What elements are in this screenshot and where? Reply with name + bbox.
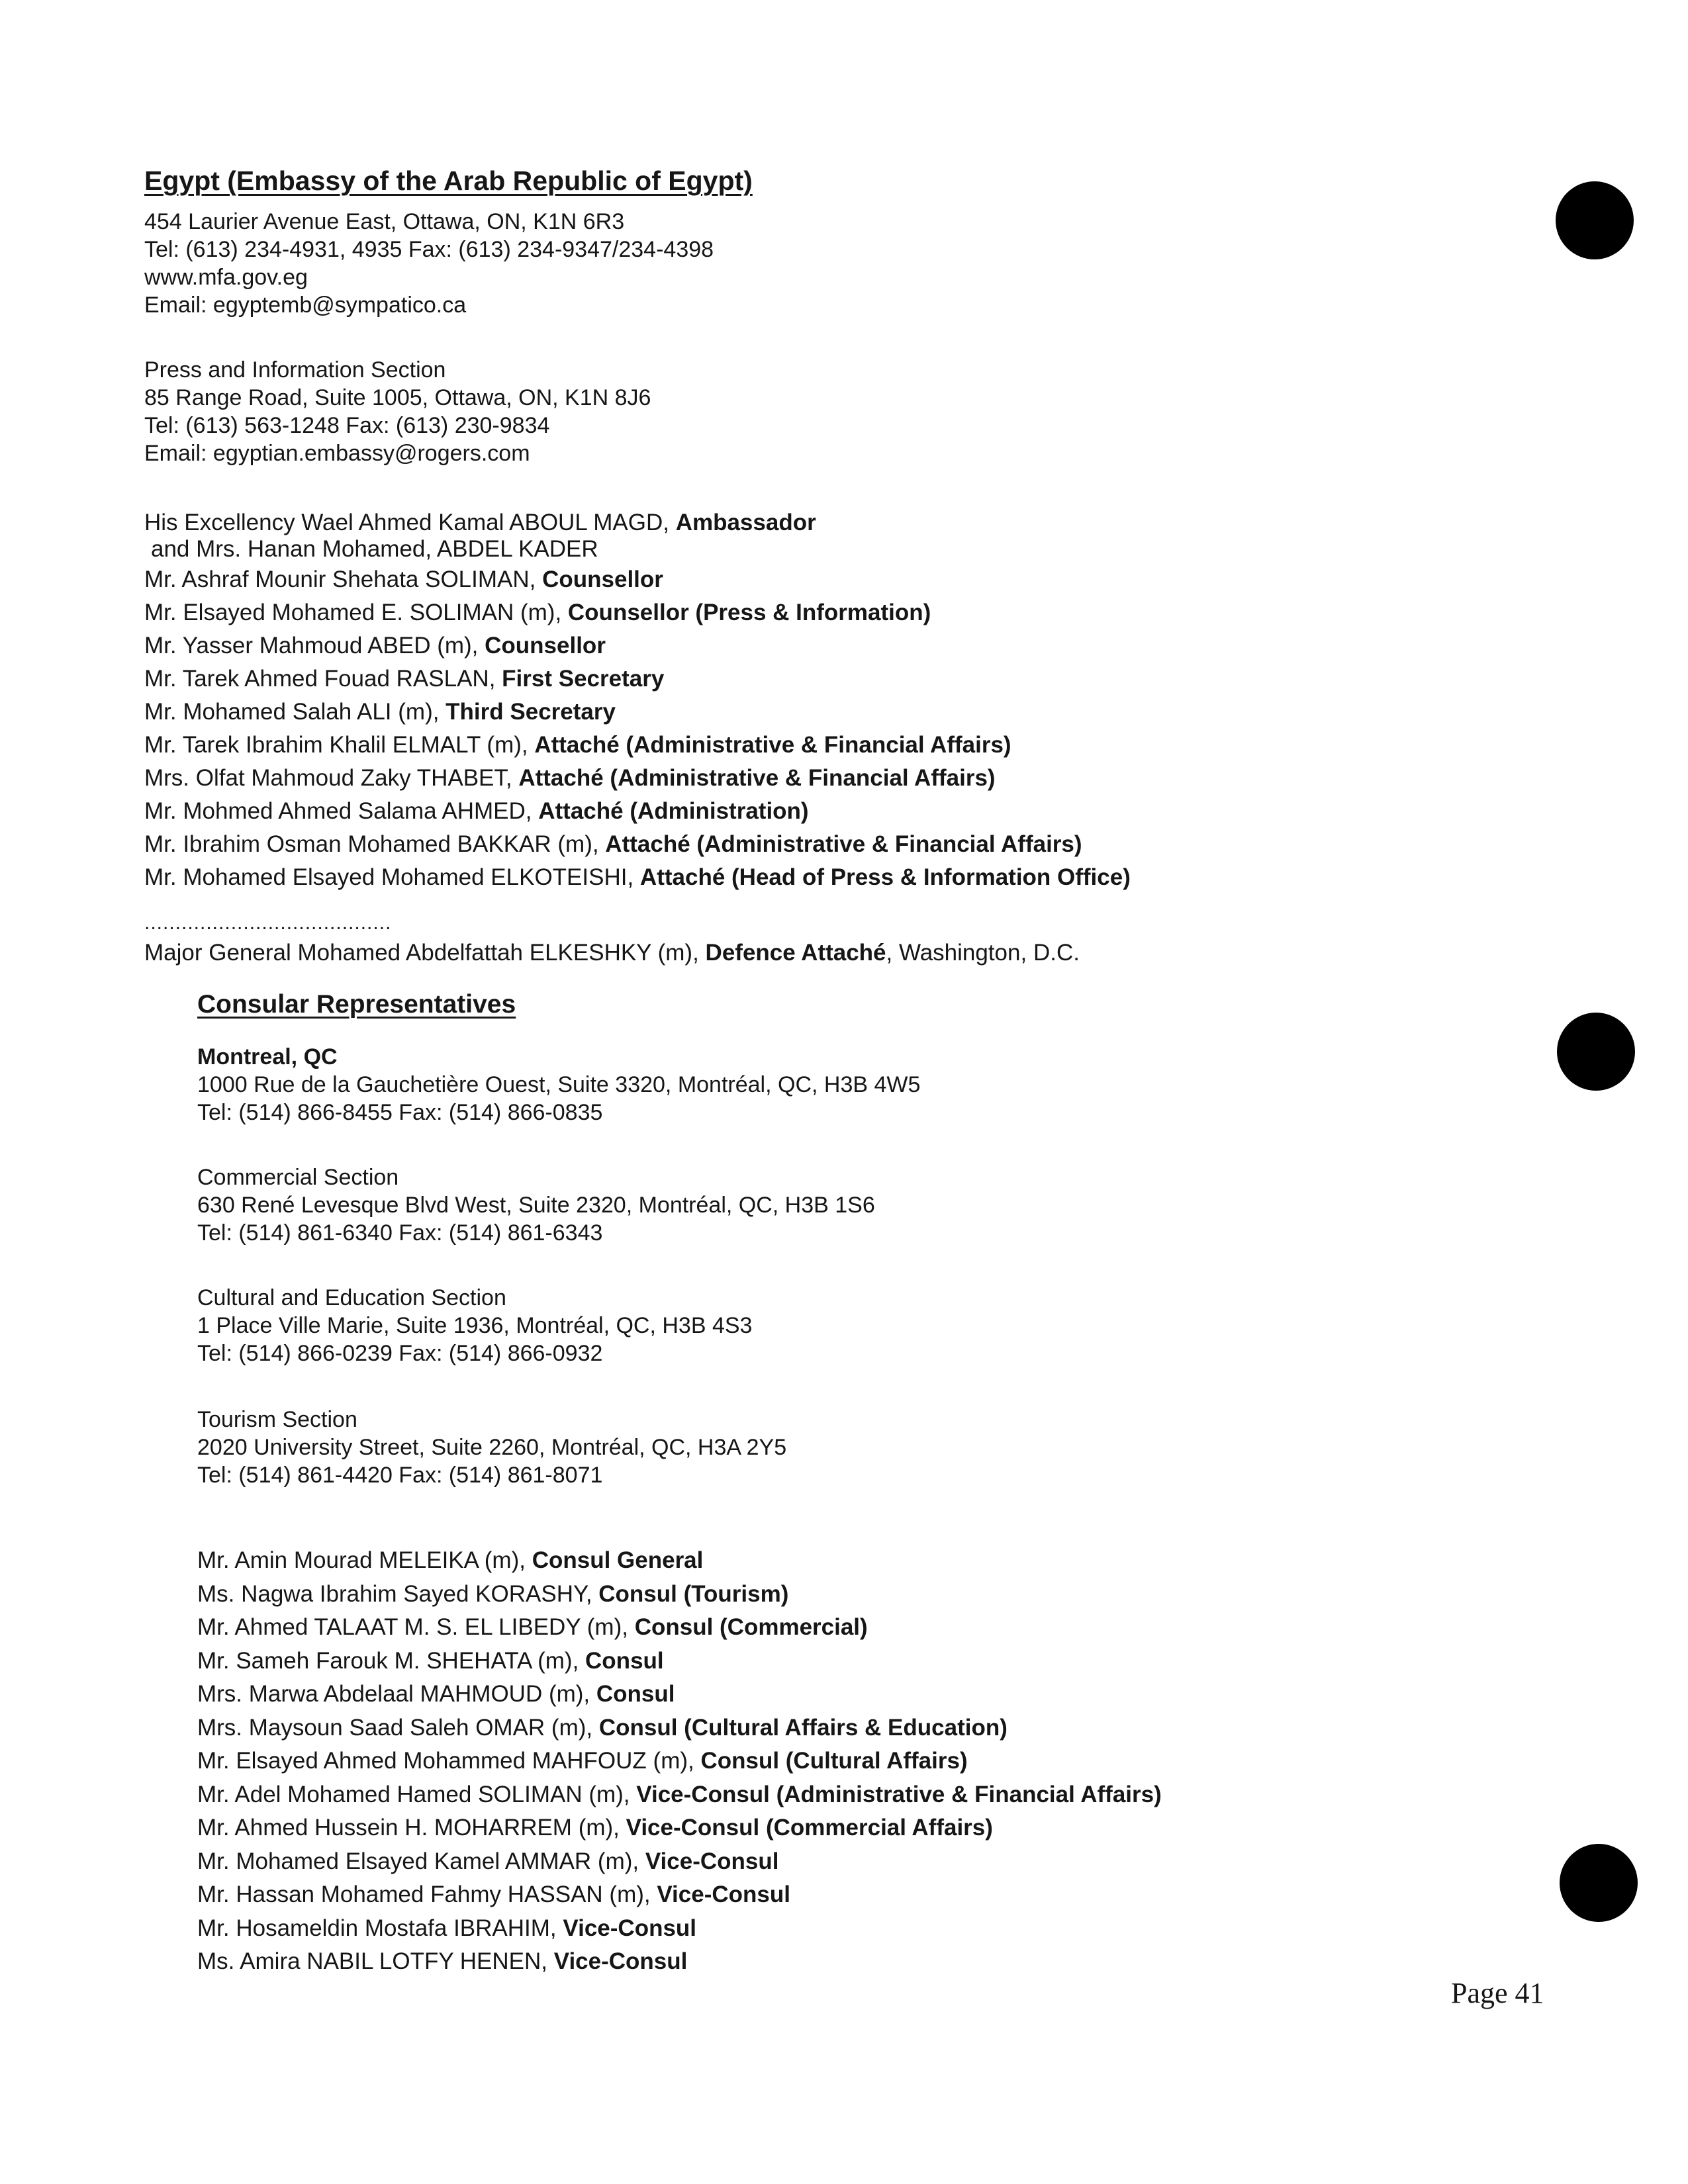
- staff-name: Mr. Mohamed Elsayed Mohamed ELKOTEISHI,: [144, 864, 640, 890]
- consul-row: [197, 1645, 1162, 1678]
- press-section-phone: Tel: (613) 563-1248 Fax: (613) 230-9834: [144, 413, 550, 438]
- consul-title: Consul (Tourism): [598, 1580, 789, 1607]
- consul-title: Vice-Consul (Administrative & Financial Affairs): [636, 1781, 1162, 1807]
- staff-title: Third Secretary: [445, 699, 616, 725]
- staff-title: Counsellor: [485, 633, 606, 659]
- staff-title: Counsellor (Press & Information): [567, 600, 931, 625]
- staff-row: [144, 861, 1131, 894]
- staff-title: Ambassador: [675, 510, 816, 535]
- consul-name: Mrs. Marwa Abdelaal MAHMOUD (m),: [197, 1681, 596, 1707]
- consul-title: Consul General: [532, 1547, 704, 1573]
- staff-row: [144, 629, 1131, 662]
- staff-name: Mr. Ibrahim Osman Mohamed BAKKAR (m),: [144, 831, 606, 857]
- embassy-address: 454 Laurier Avenue East, Ottawa, ON, K1N 6R3: [144, 209, 625, 234]
- consul-name: Mr. Adel Mohamed Hamed SOLIMAN (m),: [197, 1781, 637, 1807]
- staff-row: [144, 828, 1131, 861]
- staff-title: Attaché (Administrative & Financial Affairs): [518, 765, 996, 791]
- staff-name: His Excellency Wael Ahmed Kamal ABOUL MAGD,: [144, 510, 676, 535]
- consul-name: Ms. Nagwa Ibrahim Sayed KORASHY,: [197, 1580, 599, 1607]
- punch-hole-bottom: [1560, 1844, 1638, 1922]
- staff-name: Mr. Mohmed Ahmed Salama AHMED,: [144, 798, 539, 824]
- consul-name: Mrs. Maysoun Saad Saleh OMAR (m),: [197, 1714, 599, 1741]
- consul-title: Consul (Commercial): [634, 1614, 868, 1640]
- staff-name: Mr. Elsayed Mohamed E. SOLIMAN (m),: [144, 600, 568, 625]
- consul-row: [197, 1811, 1162, 1845]
- staff-title: Attaché (Head of Press & Information Office): [639, 864, 1131, 890]
- consul-row: [197, 1544, 1162, 1578]
- staff-title: Attaché (Administrative & Financial Affairs): [534, 732, 1011, 758]
- staff-name: Mr. Mohamed Salah ALI (m),: [144, 699, 446, 725]
- consul-name: Mr. Amin Mourad MELEIKA (m),: [197, 1547, 532, 1573]
- consul-row: [197, 1711, 1162, 1745]
- page-number: Page 41: [1451, 1977, 1544, 2009]
- press-section-email: Email: egyptian.embassy@rogers.com: [144, 441, 530, 466]
- staff-row: [144, 662, 1131, 696]
- montreal-address: 1000 Rue de la Gauchetière Ouest, Suite 3320, Montréal, QC, H3B 4W5: [197, 1072, 921, 1097]
- staff-name: Mr. Yasser Mahmoud ABED (m),: [144, 633, 485, 659]
- embassy-email: Email: egyptemb@sympatico.ca: [144, 293, 467, 318]
- consul-name: Mr. Mohamed Elsayed Kamel AMMAR (m),: [197, 1848, 645, 1874]
- consul-row: [197, 1778, 1162, 1812]
- tourism-section-block: [197, 1406, 786, 1489]
- defence-location: , Washington, D.C.: [886, 940, 1080, 966]
- consul-row: [197, 1845, 1162, 1879]
- staff-title: Attaché (Administrative & Financial Affairs): [605, 831, 1082, 857]
- punch-hole-top: [1556, 181, 1634, 259]
- staff-name: Mrs. Olfat Mahmoud Zaky THABET,: [144, 765, 519, 791]
- staff-row: [144, 696, 1131, 729]
- dotted-separator: ........................................: [144, 912, 392, 934]
- consul-row: [197, 1678, 1162, 1711]
- defence-attache-row: [144, 936, 1080, 970]
- consul-name: Mr. Hassan Mohamed Fahmy HASSAN (m),: [197, 1882, 657, 1907]
- consul-row: [197, 1912, 1162, 1946]
- consul-title: Vice-Consul: [553, 1948, 688, 1974]
- consul-name: Mr. Elsayed Ahmed Mohammed MAHFOUZ (m),: [197, 1748, 701, 1774]
- staff-row: [144, 563, 1131, 596]
- consul-title: Vice-Consul (Commercial Affairs): [626, 1815, 993, 1841]
- consul-name: Mr. Ahmed TALAAT M. S. EL LIBEDY (m),: [197, 1614, 635, 1640]
- tourism-section-name: Tourism Section: [197, 1407, 357, 1432]
- punch-hole-middle: [1557, 1013, 1635, 1091]
- defence-name: Major General Mohamed Abdelfattah ELKESHKY (m),: [144, 940, 706, 966]
- defence-title: Defence Attaché: [705, 940, 886, 966]
- press-section-address: 85 Range Road, Suite 1005, Ottawa, ON, K1N 8J6: [144, 385, 651, 410]
- staff-name: and Mrs. Hanan Mohamed, ABDEL KADER: [151, 536, 598, 562]
- staff-row: [144, 510, 1131, 535]
- tourism-section-phone: Tel: (514) 861-4420 Fax: (514) 861-8071: [197, 1463, 603, 1488]
- consul-row: [197, 1878, 1162, 1912]
- montreal-block: [197, 1043, 920, 1126]
- consul-title: Vice-Consul: [657, 1882, 790, 1907]
- staff-title: First Secretary: [502, 666, 665, 692]
- consul-title: Consul: [596, 1681, 675, 1707]
- consul-title: Consul (Cultural Affairs): [700, 1748, 968, 1774]
- cultural-section-block: [197, 1284, 752, 1367]
- consul-list: [197, 1544, 1162, 1979]
- montreal-phone: Tel: (514) 866-8455 Fax: (514) 866-0835: [197, 1100, 603, 1125]
- montreal-city: Montreal, QC: [197, 1044, 338, 1069]
- consul-title: Consul: [585, 1647, 664, 1674]
- consul-name: Ms. Amira NABIL LOTFY HENEN,: [197, 1948, 554, 1974]
- embassy-staff-list: [144, 510, 1131, 894]
- press-section-name: Press and Information Section: [144, 357, 446, 383]
- staff-name: Mr. Tarek Ahmed Fouad RASLAN,: [144, 666, 502, 692]
- embassy-contact-block: [144, 208, 714, 319]
- commercial-section-block: [197, 1163, 875, 1247]
- consul-title: Vice-Consul: [645, 1848, 779, 1874]
- embassy-website: www.mfa.gov.eg: [144, 265, 308, 290]
- staff-row: [144, 762, 1131, 795]
- consul-row: [197, 1578, 1162, 1612]
- staff-row: [144, 535, 1131, 563]
- cultural-section-phone: Tel: (514) 866-0239 Fax: (514) 866-0932: [197, 1341, 603, 1366]
- consul-name: Mr. Ahmed Hussein H. MOHARREM (m),: [197, 1815, 626, 1841]
- staff-name: Mr. Tarek Ibrahim Khalil ELMALT (m),: [144, 732, 535, 758]
- commercial-section-name: Commercial Section: [197, 1165, 399, 1190]
- staff-row: [144, 729, 1131, 762]
- staff-row: [144, 795, 1131, 828]
- staff-name: Mr. Ashraf Mounir Shehata SOLIMAN,: [144, 567, 543, 592]
- consul-title: Consul (Cultural Affairs & Education): [598, 1714, 1008, 1741]
- staff-row: [144, 596, 1131, 629]
- consul-row: [197, 1945, 1162, 1979]
- staff-title: Counsellor: [542, 567, 663, 592]
- commercial-section-phone: Tel: (514) 861-6340 Fax: (514) 861-6343: [197, 1220, 603, 1246]
- consul-row: [197, 1745, 1162, 1778]
- consular-heading: Consular Representatives: [197, 990, 516, 1019]
- cultural-section-address: 1 Place Ville Marie, Suite 1936, Montréal, QC, H3B 4S3: [197, 1313, 753, 1338]
- consul-title: Vice-Consul: [563, 1915, 697, 1941]
- cultural-section-name: Cultural and Education Section: [197, 1285, 506, 1310]
- consul-name: Mr. Sameh Farouk M. SHEHATA (m),: [197, 1647, 586, 1674]
- tourism-section-address: 2020 University Street, Suite 2260, Montréal, QC, H3A 2Y5: [197, 1435, 787, 1460]
- consul-name: Mr. Hosameldin Mostafa IBRAHIM,: [197, 1915, 563, 1941]
- consul-row: [197, 1611, 1162, 1645]
- press-section-block: [144, 356, 651, 467]
- staff-title: Attaché (Administration): [538, 798, 809, 824]
- page-title: Egypt (Embassy of the Arab Republic of Egypt): [144, 165, 753, 196]
- commercial-section-address: 630 René Levesque Blvd West, Suite 2320, Montréal, QC, H3B 1S6: [197, 1193, 875, 1218]
- embassy-phone: Tel: (613) 234-4931, 4935 Fax: (613) 234-9347/234-4398: [144, 237, 714, 262]
